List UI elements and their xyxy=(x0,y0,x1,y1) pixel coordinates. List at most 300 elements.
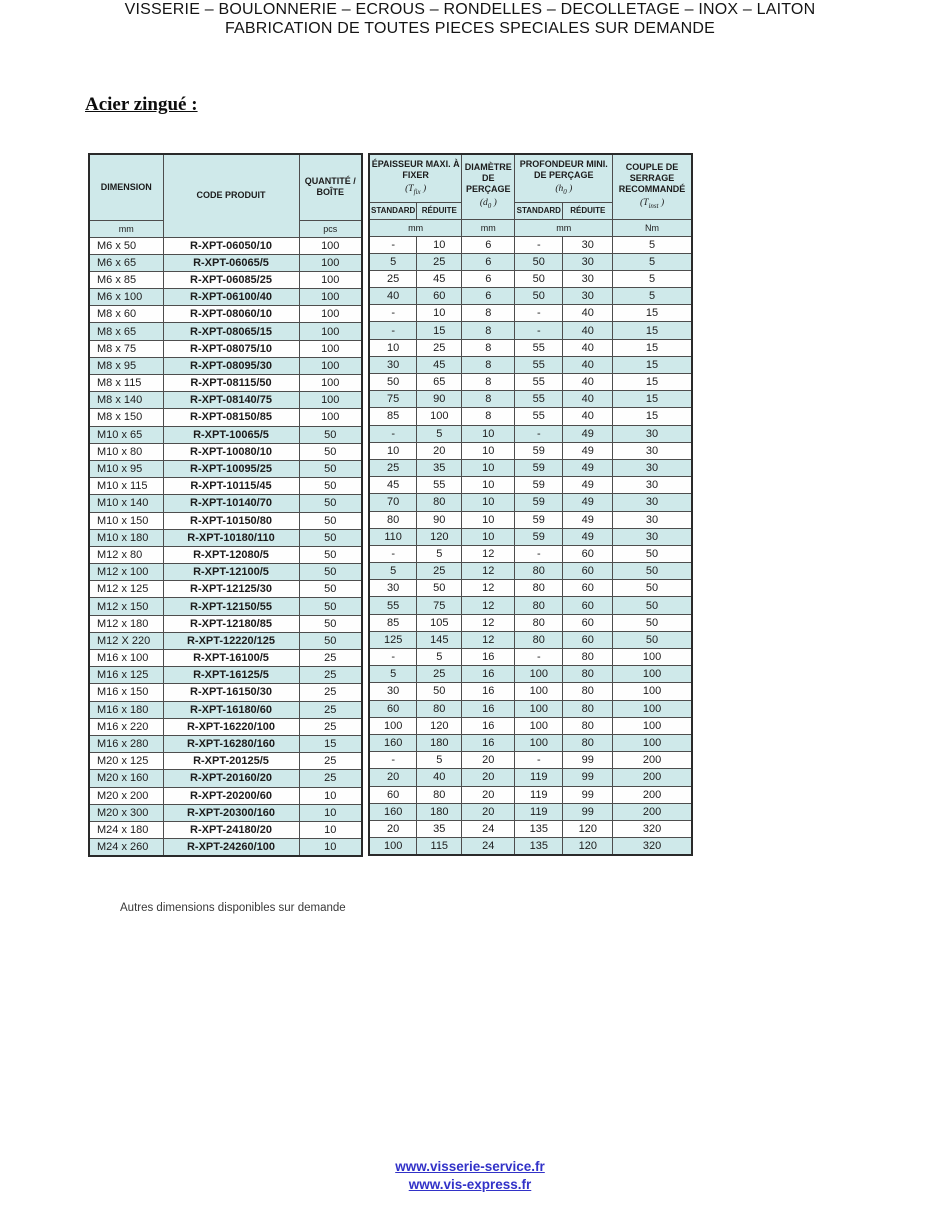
col-header-profondeur xyxy=(515,154,613,202)
cell-dimension: M6 x 85 xyxy=(89,271,163,288)
col-header-quantity: QUANTITÉ / BOÎTE xyxy=(299,154,362,220)
table-row xyxy=(369,700,692,717)
cell-dimension: M6 x 50 xyxy=(89,237,163,254)
cell-epaisseur-reduite: 45 xyxy=(417,356,462,373)
couple-symbol: ($T_{inst}$ ) xyxy=(639,198,665,211)
cell-profondeur-reduite: 49 xyxy=(563,528,613,545)
cell-quantity: 50 xyxy=(299,529,362,546)
cell-profondeur-standard: 80 xyxy=(515,631,563,648)
cell-profondeur-standard: 55 xyxy=(515,391,563,408)
cell-quantity: 100 xyxy=(299,271,362,288)
cell-quantity: 100 xyxy=(299,254,362,271)
cell-profondeur-reduite: 99 xyxy=(563,769,613,786)
cell-couple: 100 xyxy=(613,666,692,683)
cell-diametre: 10 xyxy=(462,425,515,442)
cell-profondeur-standard: 119 xyxy=(515,803,563,820)
cell-epaisseur-standard: 25 xyxy=(369,459,417,476)
table-row xyxy=(89,271,362,288)
cell-couple: 50 xyxy=(613,631,692,648)
cell-epaisseur-reduite: 55 xyxy=(417,477,462,494)
cell-epaisseur-reduite: 120 xyxy=(417,528,462,545)
cell-diametre: 8 xyxy=(462,374,515,391)
cell-code: R-XPT-16220/100 xyxy=(163,718,299,735)
table-row xyxy=(369,459,692,476)
cell-epaisseur-standard: - xyxy=(369,545,417,562)
cell-code: R-XPT-10180/110 xyxy=(163,529,299,546)
cell-profondeur-reduite: 60 xyxy=(563,597,613,614)
cell-code: R-XPT-08065/15 xyxy=(163,323,299,340)
cell-epaisseur-standard: 10 xyxy=(369,442,417,459)
cell-code: R-XPT-10080/10 xyxy=(163,443,299,460)
cell-couple: 50 xyxy=(613,563,692,580)
cell-couple: 100 xyxy=(613,683,692,700)
table-row xyxy=(89,632,362,649)
cell-couple: 30 xyxy=(613,528,692,545)
table-row xyxy=(89,237,362,254)
cell-epaisseur-reduite: 145 xyxy=(417,631,462,648)
cell-quantity: 10 xyxy=(299,787,362,804)
section-title: Acier zingué : xyxy=(85,94,198,115)
col-header-code: CODE PRODUIT xyxy=(163,154,299,237)
cell-profondeur-reduite: 30 xyxy=(563,236,613,253)
cell-code: R-XPT-12220/125 xyxy=(163,632,299,649)
table-row xyxy=(89,375,362,392)
cell-diametre: 10 xyxy=(462,528,515,545)
cell-dimension: M12 x 80 xyxy=(89,546,163,563)
profondeur-symbol: ($h_0$ ) xyxy=(555,184,573,197)
cell-profondeur-standard: 100 xyxy=(515,666,563,683)
cell-epaisseur-reduite: 180 xyxy=(417,803,462,820)
epaisseur-symbol: ($T_{fix}$ ) xyxy=(405,184,427,197)
cell-diametre: 16 xyxy=(462,734,515,751)
cell-dimension: M8 x 75 xyxy=(89,340,163,357)
col-header-epaisseur xyxy=(369,154,462,202)
table-row xyxy=(369,563,692,580)
cell-epaisseur-reduite: 25 xyxy=(417,563,462,580)
cell-profondeur-reduite: 99 xyxy=(563,752,613,769)
cell-code: R-XPT-12100/5 xyxy=(163,564,299,581)
cell-dimension: M16 x 280 xyxy=(89,735,163,752)
unit-profondeur: mm xyxy=(515,219,613,236)
cell-epaisseur-standard: - xyxy=(369,305,417,322)
cell-couple: 5 xyxy=(613,270,692,287)
cell-profondeur-standard: 135 xyxy=(515,820,563,837)
cell-diametre: 16 xyxy=(462,649,515,666)
cell-diametre: 16 xyxy=(462,683,515,700)
table-row xyxy=(89,787,362,804)
cell-quantity: 15 xyxy=(299,735,362,752)
cell-quantity: 50 xyxy=(299,478,362,495)
cell-code: R-XPT-12125/30 xyxy=(163,581,299,598)
table-row xyxy=(369,803,692,820)
table-row xyxy=(89,804,362,821)
cell-profondeur-reduite: 80 xyxy=(563,666,613,683)
cell-epaisseur-reduite: 65 xyxy=(417,374,462,391)
cell-epaisseur-reduite: 10 xyxy=(417,236,462,253)
couple-label: COUPLE DE SERRAGE RECOMMANDÉ xyxy=(618,162,686,195)
footer-links xyxy=(0,1158,940,1194)
cell-quantity: 50 xyxy=(299,443,362,460)
cell-couple: 200 xyxy=(613,786,692,803)
cell-epaisseur-reduite: 5 xyxy=(417,752,462,769)
cell-epaisseur-reduite: 25 xyxy=(417,339,462,356)
cell-profondeur-reduite: 30 xyxy=(563,288,613,305)
cell-profondeur-standard: - xyxy=(515,425,563,442)
cell-quantity: 100 xyxy=(299,357,362,374)
cell-profondeur-standard: - xyxy=(515,305,563,322)
table-row xyxy=(89,357,362,374)
cell-code: R-XPT-08075/10 xyxy=(163,340,299,357)
cell-code: R-XPT-10095/25 xyxy=(163,460,299,477)
cell-code: R-XPT-10150/80 xyxy=(163,512,299,529)
cell-epaisseur-standard: 25 xyxy=(369,270,417,287)
cell-couple: 200 xyxy=(613,803,692,820)
cell-code: R-XPT-10065/5 xyxy=(163,426,299,443)
cell-dimension: M8 x 115 xyxy=(89,375,163,392)
cell-dimension: M20 x 300 xyxy=(89,804,163,821)
cell-profondeur-reduite: 40 xyxy=(563,339,613,356)
table-row xyxy=(369,494,692,511)
cell-code: R-XPT-20300/160 xyxy=(163,804,299,821)
cell-couple: 15 xyxy=(613,339,692,356)
cell-epaisseur-reduite: 50 xyxy=(417,683,462,700)
cell-code: R-XPT-24260/100 xyxy=(163,839,299,856)
cell-quantity: 50 xyxy=(299,598,362,615)
cell-couple: 320 xyxy=(613,820,692,837)
cell-epaisseur-reduite: 40 xyxy=(417,769,462,786)
cell-profondeur-reduite: 120 xyxy=(563,820,613,837)
table-row xyxy=(369,683,692,700)
table-row xyxy=(369,545,692,562)
cell-diametre: 12 xyxy=(462,545,515,562)
table-row xyxy=(369,511,692,528)
cell-profondeur-reduite: 40 xyxy=(563,374,613,391)
cell-code: R-XPT-12080/5 xyxy=(163,546,299,563)
cell-epaisseur-standard: 70 xyxy=(369,494,417,511)
table-row xyxy=(89,684,362,701)
cell-quantity: 100 xyxy=(299,340,362,357)
table-row xyxy=(369,391,692,408)
cell-code: R-XPT-16280/160 xyxy=(163,735,299,752)
cell-epaisseur-reduite: 180 xyxy=(417,734,462,751)
cell-diametre: 10 xyxy=(462,477,515,494)
cell-couple: 100 xyxy=(613,700,692,717)
cell-dimension: M20 x 160 xyxy=(89,770,163,787)
cell-profondeur-standard: - xyxy=(515,322,563,339)
cell-epaisseur-standard: 55 xyxy=(369,597,417,614)
cell-profondeur-standard: 80 xyxy=(515,597,563,614)
link-vis-express[interactable]: www.vis-express.fr xyxy=(408,1177,532,1192)
cell-dimension: M12 x 150 xyxy=(89,598,163,615)
cell-diametre: 16 xyxy=(462,717,515,734)
cell-profondeur-standard: - xyxy=(515,752,563,769)
cell-couple: 50 xyxy=(613,597,692,614)
cell-code: R-XPT-08095/30 xyxy=(163,357,299,374)
cell-diametre: 8 xyxy=(462,356,515,373)
cell-code: R-XPT-06085/25 xyxy=(163,271,299,288)
table-row xyxy=(89,839,362,856)
cell-profondeur-reduite: 40 xyxy=(563,356,613,373)
cell-couple: 100 xyxy=(613,734,692,751)
cell-dimension: M10 x 95 xyxy=(89,460,163,477)
table-row xyxy=(369,631,692,648)
cell-profondeur-reduite: 49 xyxy=(563,494,613,511)
cell-quantity: 25 xyxy=(299,650,362,667)
cell-dimension: M10 x 115 xyxy=(89,478,163,495)
table-row xyxy=(369,614,692,631)
cell-profondeur-reduite: 99 xyxy=(563,803,613,820)
cell-code: R-XPT-06100/40 xyxy=(163,289,299,306)
cell-epaisseur-standard: 80 xyxy=(369,511,417,528)
table-row xyxy=(89,564,362,581)
cell-profondeur-standard: 59 xyxy=(515,459,563,476)
cell-quantity: 50 xyxy=(299,495,362,512)
table-row xyxy=(369,820,692,837)
table-row xyxy=(369,734,692,751)
cell-epaisseur-standard: 160 xyxy=(369,734,417,751)
table-row xyxy=(369,717,692,734)
cell-epaisseur-reduite: 25 xyxy=(417,666,462,683)
table-row xyxy=(369,288,692,305)
cell-quantity: 25 xyxy=(299,770,362,787)
cell-dimension: M10 x 150 xyxy=(89,512,163,529)
cell-diametre: 20 xyxy=(462,803,515,820)
cell-quantity: 50 xyxy=(299,512,362,529)
cell-epaisseur-reduite: 100 xyxy=(417,408,462,425)
cell-profondeur-standard: 119 xyxy=(515,769,563,786)
cell-couple: 50 xyxy=(613,580,692,597)
cell-profondeur-standard: - xyxy=(515,236,563,253)
cell-profondeur-reduite: 80 xyxy=(563,683,613,700)
cell-dimension: M10 x 180 xyxy=(89,529,163,546)
table-row xyxy=(89,512,362,529)
cell-diametre: 8 xyxy=(462,322,515,339)
cell-epaisseur-reduite: 50 xyxy=(417,580,462,597)
cell-quantity: 50 xyxy=(299,460,362,477)
cell-epaisseur-standard: 100 xyxy=(369,717,417,734)
cell-quantity: 50 xyxy=(299,564,362,581)
cell-profondeur-reduite: 80 xyxy=(563,717,613,734)
cell-diametre: 12 xyxy=(462,580,515,597)
cell-dimension: M8 x 65 xyxy=(89,323,163,340)
col-header-couple xyxy=(613,154,692,219)
cell-code: R-XPT-08150/85 xyxy=(163,409,299,426)
cell-epaisseur-standard: 5 xyxy=(369,253,417,270)
cell-profondeur-standard: 55 xyxy=(515,408,563,425)
table-row xyxy=(369,649,692,666)
cell-epaisseur-reduite: 80 xyxy=(417,494,462,511)
cell-epaisseur-reduite: 10 xyxy=(417,305,462,322)
cell-epaisseur-standard: 5 xyxy=(369,666,417,683)
cell-couple: 15 xyxy=(613,408,692,425)
cell-diametre: 12 xyxy=(462,597,515,614)
table-row xyxy=(89,460,362,477)
table-row xyxy=(369,425,692,442)
table-row xyxy=(369,270,692,287)
table-row xyxy=(89,770,362,787)
cell-profondeur-standard: 50 xyxy=(515,288,563,305)
cell-profondeur-reduite: 40 xyxy=(563,408,613,425)
cell-profondeur-reduite: 80 xyxy=(563,700,613,717)
cell-diametre: 8 xyxy=(462,305,515,322)
cell-diametre: 12 xyxy=(462,614,515,631)
table-row xyxy=(89,392,362,409)
cell-epaisseur-standard: 50 xyxy=(369,374,417,391)
cell-dimension: M8 x 140 xyxy=(89,392,163,409)
cell-epaisseur-reduite: 80 xyxy=(417,786,462,803)
cell-code: R-XPT-20160/20 xyxy=(163,770,299,787)
cell-code: R-XPT-16100/5 xyxy=(163,650,299,667)
cell-couple: 200 xyxy=(613,769,692,786)
cell-quantity: 50 xyxy=(299,581,362,598)
cell-couple: 15 xyxy=(613,322,692,339)
cell-dimension: M10 x 140 xyxy=(89,495,163,512)
unit-couple: Nm xyxy=(613,219,692,236)
cell-couple: 100 xyxy=(613,649,692,666)
cell-quantity: 10 xyxy=(299,839,362,856)
table-row xyxy=(369,597,692,614)
cell-profondeur-standard: 100 xyxy=(515,683,563,700)
cell-diametre: 6 xyxy=(462,236,515,253)
cell-code: R-XPT-10115/45 xyxy=(163,478,299,495)
table-row xyxy=(369,408,692,425)
table-row xyxy=(89,426,362,443)
cell-code: R-XPT-16125/5 xyxy=(163,667,299,684)
cell-diametre: 24 xyxy=(462,820,515,837)
availability-note: Autres dimensions disponibles sur demande xyxy=(120,902,346,914)
cell-dimension: M16 x 180 xyxy=(89,701,163,718)
col-header-dimension: DIMENSION xyxy=(89,154,163,220)
cell-diametre: 12 xyxy=(462,563,515,580)
cell-epaisseur-reduite: 60 xyxy=(417,288,462,305)
cell-profondeur-standard: 50 xyxy=(515,270,563,287)
cell-epaisseur-reduite: 25 xyxy=(417,253,462,270)
cell-epaisseur-reduite: 35 xyxy=(417,459,462,476)
cell-code: R-XPT-16180/60 xyxy=(163,701,299,718)
table-row xyxy=(89,667,362,684)
cell-dimension: M24 x 180 xyxy=(89,821,163,838)
cell-dimension: M10 x 65 xyxy=(89,426,163,443)
cell-diametre: 16 xyxy=(462,700,515,717)
unit-diametre: mm xyxy=(462,219,515,236)
cell-epaisseur-standard: 160 xyxy=(369,803,417,820)
cell-couple: 30 xyxy=(613,425,692,442)
left-table-body xyxy=(89,237,362,856)
cell-quantity: 50 xyxy=(299,615,362,632)
cell-epaisseur-reduite: 5 xyxy=(417,545,462,562)
cell-profondeur-reduite: 49 xyxy=(563,459,613,476)
cell-profondeur-standard: 59 xyxy=(515,511,563,528)
cell-profondeur-reduite: 49 xyxy=(563,511,613,528)
cell-profondeur-reduite: 40 xyxy=(563,391,613,408)
cell-profondeur-standard: 80 xyxy=(515,580,563,597)
cell-epaisseur-reduite: 90 xyxy=(417,511,462,528)
cell-code: R-XPT-06065/5 xyxy=(163,254,299,271)
table-row xyxy=(89,753,362,770)
table-row xyxy=(89,821,362,838)
cell-dimension: M20 x 125 xyxy=(89,753,163,770)
cell-couple: 30 xyxy=(613,442,692,459)
cell-epaisseur-standard: 60 xyxy=(369,700,417,717)
cell-profondeur-standard: 50 xyxy=(515,253,563,270)
link-visserie-service[interactable]: www.visserie-service.fr xyxy=(395,1159,545,1174)
table-row xyxy=(369,442,692,459)
table-row xyxy=(89,650,362,667)
cell-quantity: 25 xyxy=(299,667,362,684)
cell-epaisseur-reduite: 90 xyxy=(417,391,462,408)
cell-diametre: 10 xyxy=(462,442,515,459)
cell-profondeur-reduite: 120 xyxy=(563,838,613,855)
cell-quantity: 100 xyxy=(299,306,362,323)
cell-code: R-XPT-12150/55 xyxy=(163,598,299,615)
table-row xyxy=(89,323,362,340)
cell-epaisseur-standard: 10 xyxy=(369,339,417,356)
table-row xyxy=(369,356,692,373)
table-row xyxy=(89,254,362,271)
table-row xyxy=(89,529,362,546)
cell-profondeur-reduite: 30 xyxy=(563,270,613,287)
table-row xyxy=(369,838,692,855)
cell-code: R-XPT-06050/10 xyxy=(163,237,299,254)
products-table xyxy=(88,153,693,857)
unit-quantity: pcs xyxy=(299,220,362,237)
cell-couple: 15 xyxy=(613,391,692,408)
table-row xyxy=(369,374,692,391)
cell-code: R-XPT-08060/10 xyxy=(163,306,299,323)
cell-code: R-XPT-12180/85 xyxy=(163,615,299,632)
table-row xyxy=(89,735,362,752)
cell-profondeur-reduite: 60 xyxy=(563,614,613,631)
subcol-epaisseur-standard: STANDARD xyxy=(369,202,417,219)
cell-diametre: 6 xyxy=(462,253,515,270)
cell-dimension: M20 x 200 xyxy=(89,787,163,804)
cell-epaisseur-standard: - xyxy=(369,322,417,339)
cell-epaisseur-standard: 110 xyxy=(369,528,417,545)
cell-couple: 30 xyxy=(613,494,692,511)
cell-epaisseur-reduite: 120 xyxy=(417,717,462,734)
table-row xyxy=(89,289,362,306)
cell-couple: 30 xyxy=(613,511,692,528)
table-row xyxy=(369,253,692,270)
cell-epaisseur-standard: 5 xyxy=(369,563,417,580)
table-row xyxy=(89,581,362,598)
cell-epaisseur-reduite: 105 xyxy=(417,614,462,631)
cell-epaisseur-reduite: 115 xyxy=(417,838,462,855)
cell-profondeur-standard: 55 xyxy=(515,374,563,391)
cell-quantity: 100 xyxy=(299,323,362,340)
unit-epaisseur: mm xyxy=(369,219,462,236)
table-row xyxy=(369,666,692,683)
cell-couple: 5 xyxy=(613,236,692,253)
cell-profondeur-standard: 135 xyxy=(515,838,563,855)
table-row xyxy=(369,752,692,769)
products-table-left xyxy=(88,153,363,857)
cell-profondeur-standard: 55 xyxy=(515,356,563,373)
cell-epaisseur-standard: 30 xyxy=(369,356,417,373)
table-row xyxy=(89,701,362,718)
header-line-1: VISSERIE – BOULONNERIE – ECROUS – RONDELLES – DECOLLETAGE – INOX – LAITON xyxy=(124,1,816,18)
table-row xyxy=(369,305,692,322)
cell-dimension: M12 X 220 xyxy=(89,632,163,649)
cell-couple: 15 xyxy=(613,305,692,322)
cell-couple: 50 xyxy=(613,545,692,562)
cell-profondeur-reduite: 30 xyxy=(563,253,613,270)
cell-epaisseur-standard: 60 xyxy=(369,786,417,803)
cell-couple: 320 xyxy=(613,838,692,855)
cell-profondeur-standard: - xyxy=(515,649,563,666)
cell-epaisseur-reduite: 80 xyxy=(417,700,462,717)
cell-diametre: 20 xyxy=(462,786,515,803)
